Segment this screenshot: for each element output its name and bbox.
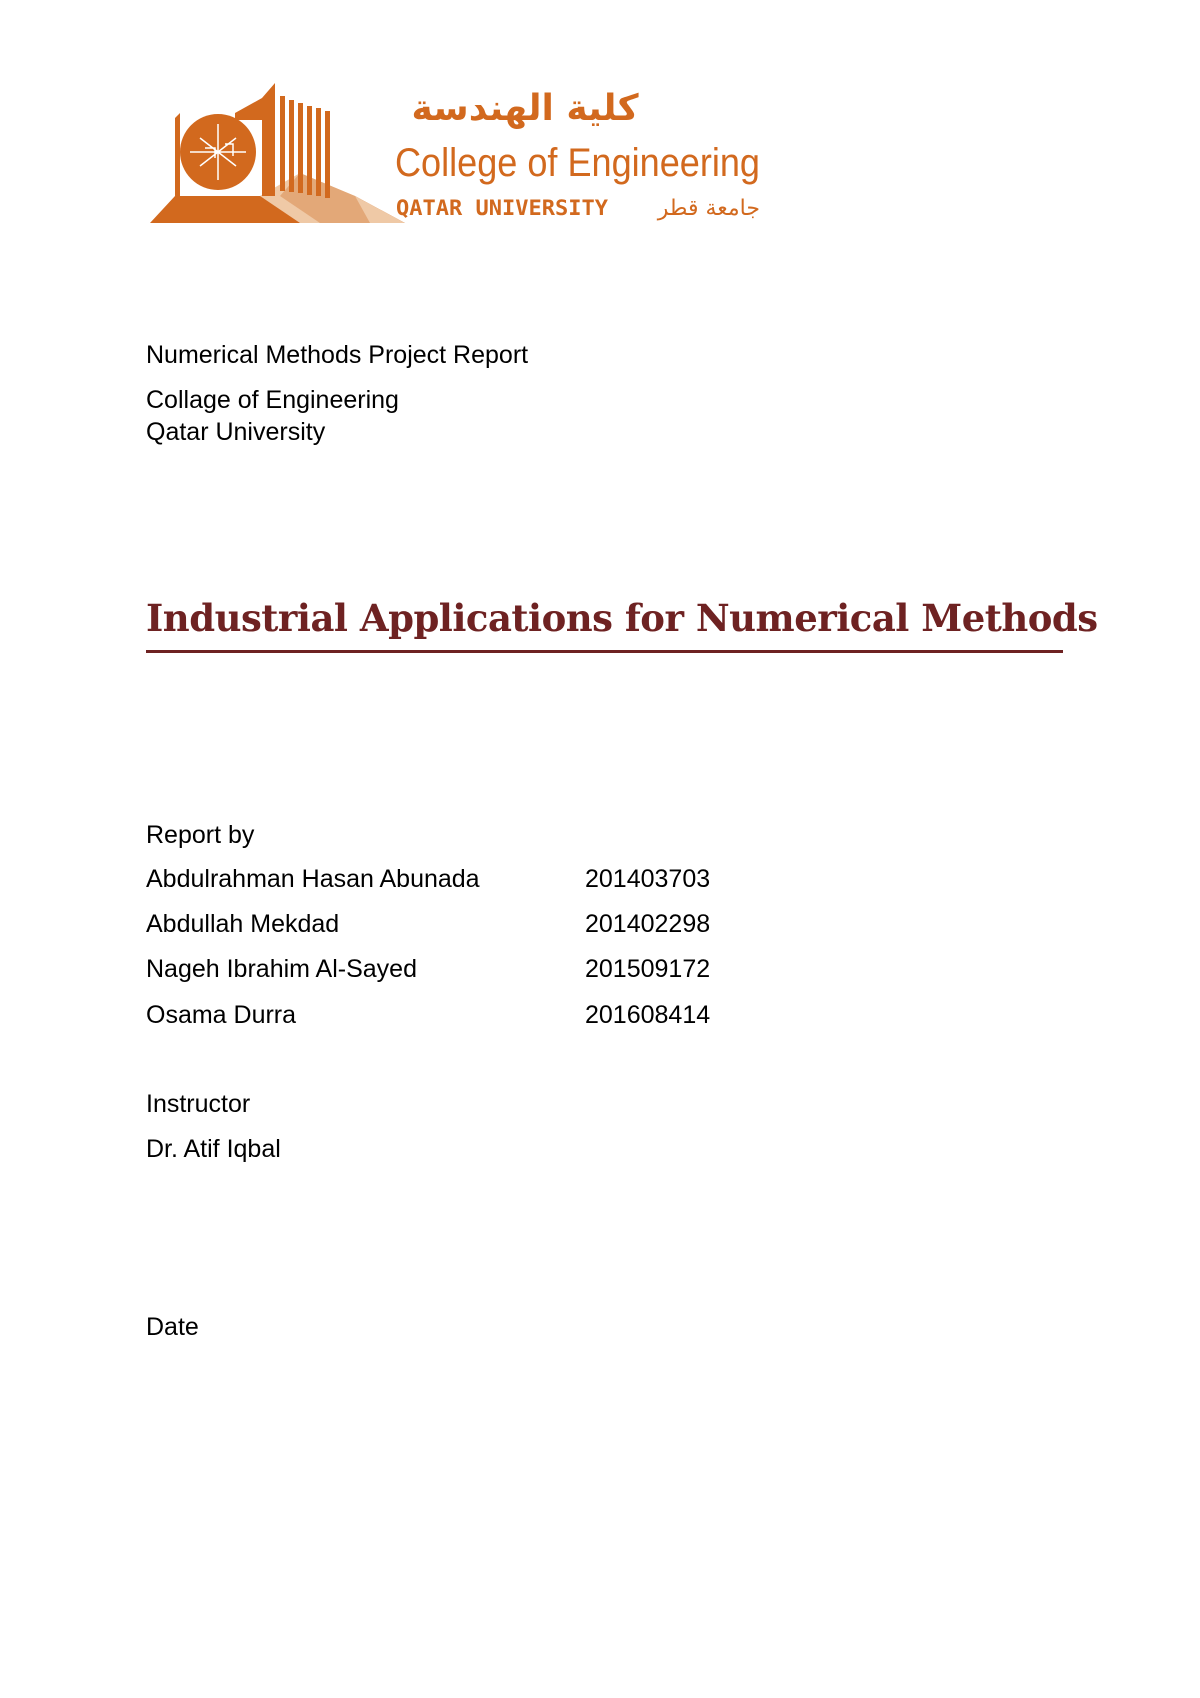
title-underline <box>146 650 1063 653</box>
report-by-label: Report by <box>146 821 255 849</box>
university-name: Qatar University <box>146 418 326 446</box>
college-of-engineering-logo <box>150 78 770 228</box>
report-title: Industrial Applications for Numerical Methods <box>146 596 1098 640</box>
instructor-label: Instructor <box>146 1090 251 1118</box>
author-name: Osama Durra <box>146 1001 297 1029</box>
author-id: 201509172 <box>585 955 711 983</box>
logo-english-name: College of Engineering <box>395 141 760 185</box>
college-name: Collage of Engineering <box>146 386 399 414</box>
logo-university: QATAR UNIVERSITY <box>396 196 609 220</box>
logo-university-arabic: جامعة قطر <box>657 196 760 221</box>
date-label: Date <box>146 1313 199 1341</box>
author-name: Abdulrahman Hasan Abunada <box>146 865 480 893</box>
author-id: 201403703 <box>585 865 711 893</box>
author-id: 201608414 <box>585 1001 711 1029</box>
instructor-name: Dr. Atif Iqbal <box>146 1135 281 1163</box>
author-name: Nageh Ibrahim Al-Sayed <box>146 955 417 983</box>
author-name: Abdullah Mekdad <box>146 910 340 938</box>
author-id: 201402298 <box>585 910 711 938</box>
report-type: Numerical Methods Project Report <box>146 341 529 369</box>
logo-arabic-name: كلية الهندسة <box>411 88 639 129</box>
